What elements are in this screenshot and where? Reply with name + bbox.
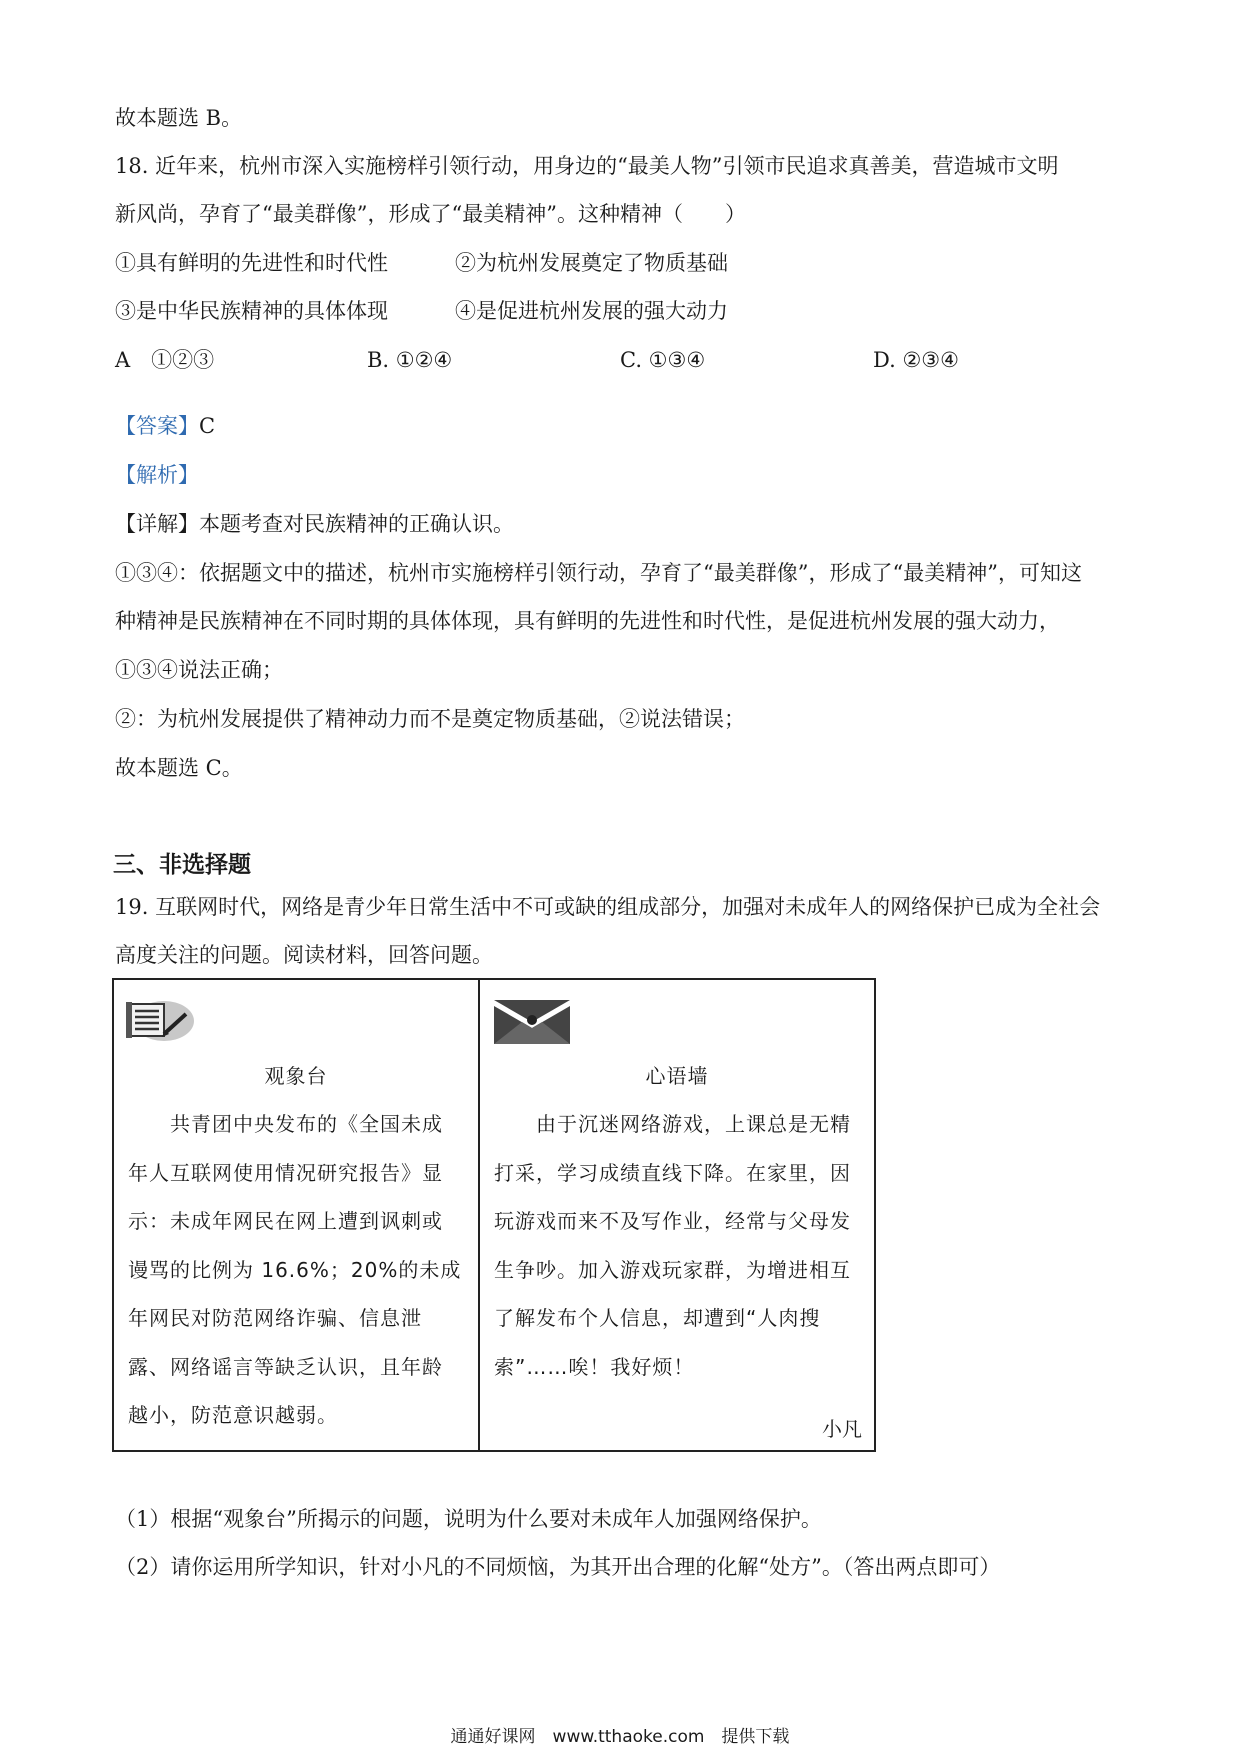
observatory-line: 共青团中央发布的《全国未成 xyxy=(128,1112,443,1136)
sub-question-1: （1）根据“观象台”所揭示的问题，说明为什么要对未成年人加强网络保护。 xyxy=(115,1507,822,1531)
heart-wall-text xyxy=(494,1100,862,1391)
envelope-icon xyxy=(492,998,572,1046)
observatory-line: 年网民对防范网络诈骗、信息泄 xyxy=(128,1306,422,1330)
observatory-line: 越小，防范意识越弱。 xyxy=(128,1403,338,1427)
heart-wall-line: 索”……唉！我好烦！ xyxy=(494,1354,695,1379)
detail-text: 本题考查对民族精神的正确认识。 xyxy=(199,512,514,536)
heart-wall-line: 由于沉迷网络游戏，上课总是无精 xyxy=(494,1112,851,1136)
explanation-line-1: ①③④：依据题文中的描述，杭州市实施榜样引领行动，孕育了“最美群像”，形成了“最美精神”，可知这 xyxy=(115,561,1082,585)
analysis-label: 【解析】 xyxy=(115,463,199,487)
sub-question-2: （2）请你运用所学知识，针对小凡的不同烦恼，为其开出合理的化解“处方”。（答出两点即可） xyxy=(115,1555,1001,1579)
notebook-pen-icon xyxy=(126,994,196,1044)
observatory-cell xyxy=(114,980,480,1450)
statement-3: ③是中华民族精神的具体体现 xyxy=(115,299,388,323)
explanation-line-2: 种精神是民族精神在不同时期的具体体现，具有鲜明的先进性和时代性，是促进杭州发展的强大动力， xyxy=(115,609,1060,633)
heart-wall-cell xyxy=(480,980,874,1450)
option-a: A ①②③ xyxy=(115,348,215,372)
detail-label: 【详解】 xyxy=(115,512,199,536)
observatory-line: 示：未成年网民在网上遭到讽刺或 xyxy=(128,1209,443,1233)
signature: 小凡 xyxy=(822,1417,862,1441)
heart-wall-line: 生争吵。加入游戏玩家群，为增进相互 xyxy=(494,1257,851,1282)
explanation-line-3: ①③④说法正确； xyxy=(115,658,283,682)
observatory-line: 谩骂的比例为 16.6%；20%的未成 xyxy=(128,1257,462,1282)
observatory-title: 观象台 xyxy=(264,1064,328,1088)
material-table xyxy=(112,978,876,1452)
answer-line xyxy=(115,412,215,440)
previous-answer-line: 故本题选 B。 xyxy=(115,106,243,130)
heart-wall-title: 心语墙 xyxy=(645,1064,709,1088)
observatory-line: 露、网络谣言等缺乏认识，且年龄 xyxy=(128,1354,443,1379)
heart-wall-line: 了解发布个人信息，却遭到“人肉搜 xyxy=(494,1306,821,1330)
observatory-text xyxy=(128,1100,466,1440)
option-b: B. ①②④ xyxy=(367,348,453,372)
detail-line xyxy=(115,510,514,538)
explanation-line-4: ②：为杭州发展提供了精神动力而不是奠定物质基础，②说法错误； xyxy=(115,707,745,731)
section-heading: 三、非选择题 xyxy=(113,852,251,878)
answer-value: C xyxy=(199,414,216,438)
observatory-line: 年人互联网使用情况研究报告》显 xyxy=(128,1160,443,1185)
footer-text: 通通好课网 www.tthaoke.com 提供下载 xyxy=(450,1727,790,1747)
question-19-line-1: 19. 互联网时代，网络是青少年日常生活中不可或缺的组成部分，加强对未成年人的网络保护已成为全社会 xyxy=(115,895,1101,919)
heart-wall-line: 玩游戏而来不及写作业，经常与父母发 xyxy=(494,1209,851,1233)
statement-1: ①具有鲜明的先进性和时代性 xyxy=(115,251,388,275)
statement-2: ②为杭州发展奠定了物质基础 xyxy=(455,251,728,275)
conclusion-line: 故本题选 C。 xyxy=(115,756,243,780)
question-18-line-2: 新风尚，孕育了“最美群像”，形成了“最美精神”。这种精神（ ） xyxy=(115,202,746,226)
statement-4: ④是促进杭州发展的强大动力 xyxy=(455,299,728,323)
option-d: D. ②③④ xyxy=(873,348,959,372)
question-18-line-1: 18. 近年来，杭州市深入实施榜样引领行动，用身边的“最美人物”引领市民追求真善美，营造城市文明 xyxy=(115,154,1059,178)
question-19-line-2: 高度关注的问题。阅读材料，回答问题。 xyxy=(115,943,493,967)
heart-wall-line: 打采，学习成绩直线下降。在家里，因 xyxy=(494,1160,851,1185)
option-c: C. ①③④ xyxy=(620,348,706,372)
answer-label: 【答案】 xyxy=(115,414,199,438)
